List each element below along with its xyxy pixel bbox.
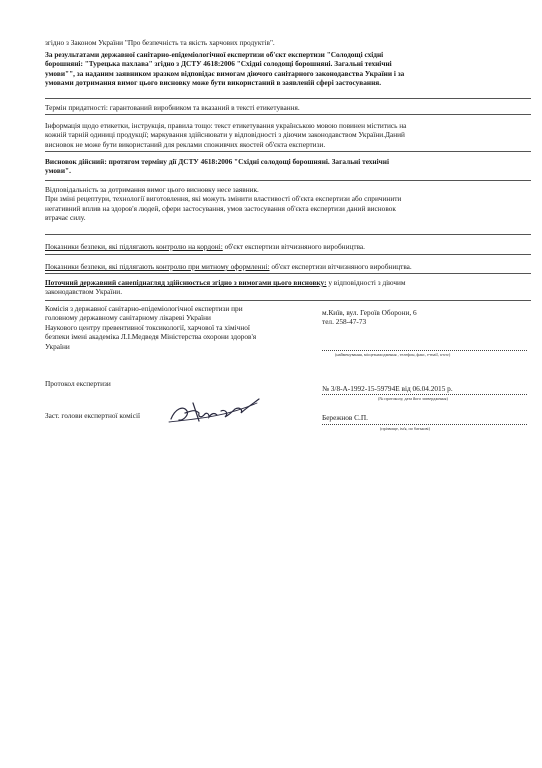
- commission-line-1: Комісія з державної санітарно-епідеміологічної експертизи при: [45, 304, 243, 313]
- address-underline: [322, 350, 527, 351]
- address-line-2: тел. 258-47-73: [322, 317, 367, 327]
- divider: [45, 98, 531, 99]
- handwritten-signature: [165, 395, 265, 431]
- supervision-block: [45, 278, 535, 297]
- address-block: [322, 308, 417, 327]
- validity-block: [45, 157, 535, 176]
- validity-line-1: Висновок дійсний: протягом терміну дії ДСТУ 4618:2006 "Східні солодощі борошняні. Загальні технічні: [45, 157, 390, 166]
- label-info-line-1: Інформація щодо етикетки, інструкція, правила тощо: текст етикетування українською мовою повинен міститись на: [45, 121, 407, 130]
- label-info-block: [45, 121, 535, 149]
- name-underline: [322, 424, 527, 425]
- commission-block: [45, 304, 315, 351]
- responsibility-line-4: втрачає силу.: [45, 213, 86, 223]
- divider: [45, 151, 531, 152]
- customs-control-row: [45, 262, 412, 271]
- label-info-line-3: висновок не може бути використаний для реклами споживчих якостей об'єкта експертизи.: [45, 139, 326, 149]
- responsibility-line-2: При зміні рецептури, технології виготовлення, які можуть змінити властивості об'єкта експертизи або спричинити: [45, 194, 402, 204]
- results-line-1: За результатами державної санітарно-епідеміологічної експертизи об'єкт експертизи "Солодощі східні: [45, 50, 384, 59]
- protocol-caption: (№ протоколу, дата його затвердження): [378, 396, 448, 401]
- protocol-number: № 3/8-А-1992-15-59794Е від 06.04.2015 р.: [322, 384, 453, 393]
- commission-line-4: безпеки імені академіка Л.І.Медведя Міністерства охорони здоров'я: [45, 332, 257, 342]
- results-line-2: борошняні: "Турецька пахлава" згідно з ДСТУ 4618:2006 "Східні солодощі борошняні. Загальні технічні: [45, 59, 392, 69]
- customs-control-value: об'єкт експертизи вітчизняного виробництва.: [269, 262, 412, 271]
- divider: [45, 180, 531, 181]
- law-reference-line: згідно з Законом України "Про безпечність та якість харчових продуктів".: [45, 38, 275, 47]
- commission-line-5: України: [45, 341, 70, 351]
- validity-line-2: умови".: [45, 166, 71, 176]
- border-control-row: [45, 242, 365, 251]
- divider: [45, 300, 531, 301]
- deputy-label: Заст. голови експертної комісії: [45, 411, 141, 420]
- commission-line-2: головному державному санітарному лікареві України: [45, 313, 211, 323]
- supervision-label: Поточний державний санепіднагляд здійснюється згідно з вимогами цього висновку:: [45, 278, 327, 287]
- border-control-label: Показники безпеки, які підлягають контролю на кордоні:: [45, 242, 223, 251]
- shelf-life: Термін придатності: гарантований виробником та вказаний в тексті етикетування.: [45, 103, 300, 112]
- deputy-name: Бережнов С.П.: [322, 413, 368, 422]
- results-line-4: умовами дотримання вимог цього висновку може бути використаний в заявленій сфері застосування.: [45, 78, 382, 88]
- name-caption: (прізвище, ім'я, по батькові): [380, 426, 430, 431]
- divider: [45, 234, 531, 235]
- protocol-underline: [322, 394, 527, 395]
- divider: [45, 273, 531, 274]
- customs-control-label: Показники безпеки, які підлягають контролю при митному оформленні:: [45, 262, 270, 271]
- commission-line-3: Наукового центру превентивної токсикології, харчової та хімічної: [45, 322, 250, 332]
- address-line-1: м.Київ, вул. Героїв Оборони, 6: [322, 308, 417, 317]
- responsibility-line-3: негативний вплив на здоров'я людей, сфери застосування, умов застосування об'єкта експертизи даний висновок: [45, 203, 396, 213]
- supervision-line-2: законодавством України.: [45, 287, 123, 297]
- border-control-value: об'єкт експертизи вітчизняного виробництва.: [222, 242, 365, 251]
- results-line-3: умови"", за наданим заявником зразком відповідає вимогам діючого санітарного законодавства України і за: [45, 68, 405, 78]
- address-caption: (найменування, місцезнаходження , телефон, факс, e-mail, www): [335, 352, 451, 357]
- protocol-label: Протокол експертизи: [45, 379, 111, 388]
- supervision-value: у відповідності з діючим: [326, 278, 406, 287]
- results-block: [45, 50, 535, 88]
- responsibility-block: [45, 185, 535, 223]
- label-info-line-2: кожній тарній одиниці продукції; маркування здійснювати у відповідності з діючим законодавством України.Даний: [45, 130, 405, 140]
- divider: [45, 254, 531, 255]
- divider: [45, 114, 531, 115]
- responsibility-line-1: Відповідальність за дотримання вимог цього висновку несе заявник.: [45, 185, 259, 194]
